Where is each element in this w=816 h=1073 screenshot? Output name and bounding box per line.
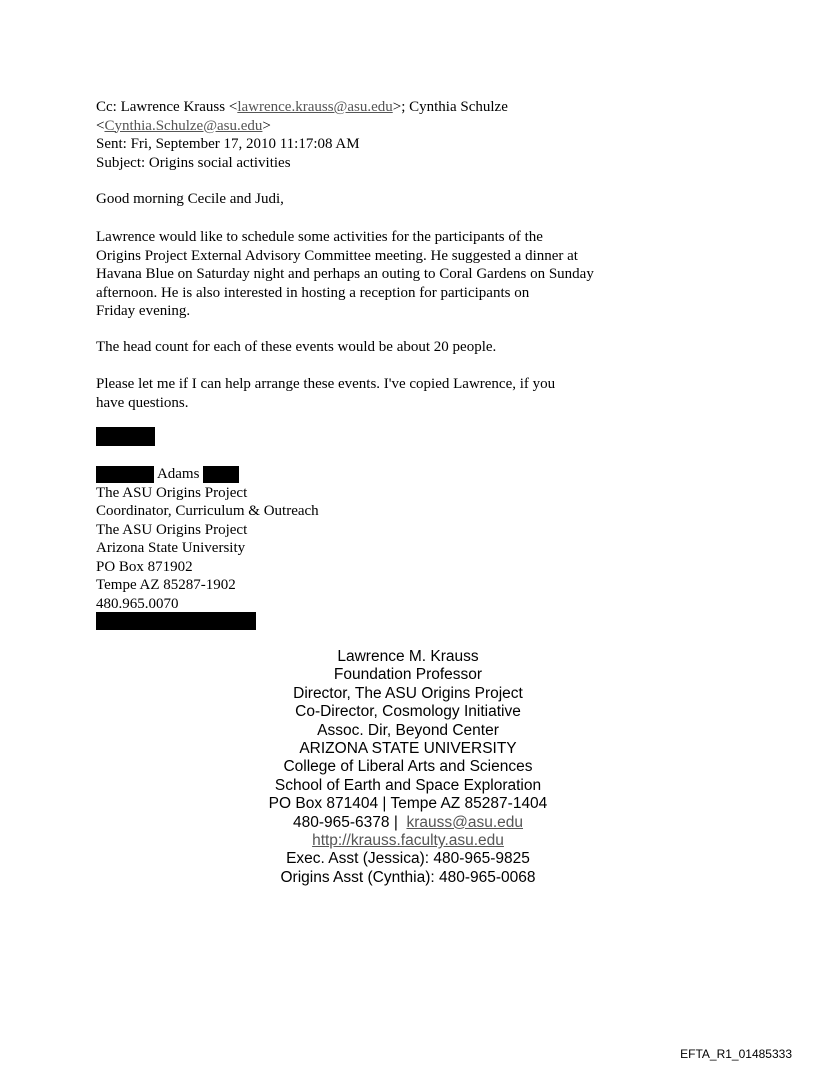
signature-line: PO Box 871902 (96, 558, 193, 575)
paragraph-line: Lawrence would like to schedule some activities for the participants of the (96, 229, 543, 245)
cc-open-bracket: < (96, 117, 105, 134)
signature-block-2 (0, 648, 816, 887)
signature-block-1 (96, 465, 319, 613)
greeting: Good morning Cecile and Judi, (96, 191, 284, 207)
signature-line: PO Box 871404 | Tempe AZ 85287-1404 (268, 795, 548, 813)
signature-line: Foundation Professor (333, 666, 483, 684)
paragraph-line: Havana Blue on Saturday night and perhaps an outing to Coral Gardens on Sunday (96, 266, 594, 282)
redaction-block (96, 612, 256, 630)
redaction-block (203, 466, 239, 483)
subject-line: Subject: Origins social activities (96, 154, 291, 171)
signature-line: School of Earth and Space Exploration (274, 776, 542, 794)
redaction-block (96, 427, 155, 446)
document-id: EFTA_R1_01485333 (680, 1047, 792, 1061)
cc-close-bracket: > (262, 117, 271, 134)
website-link[interactable]: http://krauss.faculty.asu.edu (312, 832, 504, 850)
cc-email-link-2[interactable]: Cynthia.Schulze@asu.edu (104, 117, 263, 134)
paragraph-3 (96, 375, 555, 412)
paragraph-line: Friday evening. (96, 303, 191, 319)
signature-name-line (96, 465, 319, 484)
redaction-block (96, 466, 154, 483)
signature-line: Director, The ASU Origins Project (293, 684, 523, 702)
email-link[interactable]: krauss@asu.edu (406, 813, 524, 831)
paragraph-line: Please let me if I can help arrange these events. I've copied Lawrence, if you (96, 376, 556, 392)
signature-line: The ASU Origins Project (96, 484, 248, 501)
signature-line: Co-Director, Cosmology Initiative (295, 703, 521, 721)
signature-line: Arizona State University (96, 540, 246, 556)
paragraph-line: afternoon. He is also interested in hosting a reception for participants on (96, 284, 530, 301)
signature-line: The ASU Origins Project (96, 521, 248, 538)
cc-separator: >; Cynthia Schulze (392, 99, 508, 115)
paragraph-line: have questions. (96, 394, 189, 411)
signature-surname: Adams (156, 466, 200, 482)
cc-line (96, 98, 508, 117)
sent-line: Sent: Fri, September 17, 2010 11:17:08 AM (96, 136, 360, 152)
paragraph-2: The head count for each of these events would be about 20 people. (96, 339, 497, 355)
signature-line: Tempe AZ 85287-1902 (96, 577, 236, 593)
cc-line-2 (96, 117, 508, 136)
phone-email-line (0, 814, 816, 832)
paragraph-1 (96, 228, 594, 321)
signature-line: Assoc. Dir, Beyond Center (317, 721, 499, 739)
paragraph-line: Origins Project External Advisory Committee meeting. He suggested a dinner at (96, 247, 578, 264)
signature-line: Coordinator, Curriculum & Outreach (96, 503, 319, 519)
signature-line: Exec. Asst (Jessica): 480-965-9825 (286, 850, 530, 868)
email-header (96, 98, 508, 172)
cc-email-link[interactable]: lawrence.krauss@asu.edu (237, 99, 393, 115)
signature-line: Lawrence M. Krauss (337, 648, 479, 665)
phone-number: 480-965-6378 | (292, 813, 407, 831)
signature-line: ARIZONA STATE UNIVERSITY (299, 740, 517, 758)
signature-line: Origins Asst (Cynthia): 480-965-0068 (280, 868, 536, 886)
signature-line: College of Liberal Arts and Sciences (283, 758, 533, 776)
signature-line: 480.965.0070 (96, 595, 179, 612)
cc-label: Cc: Lawrence Krauss < (96, 99, 238, 115)
